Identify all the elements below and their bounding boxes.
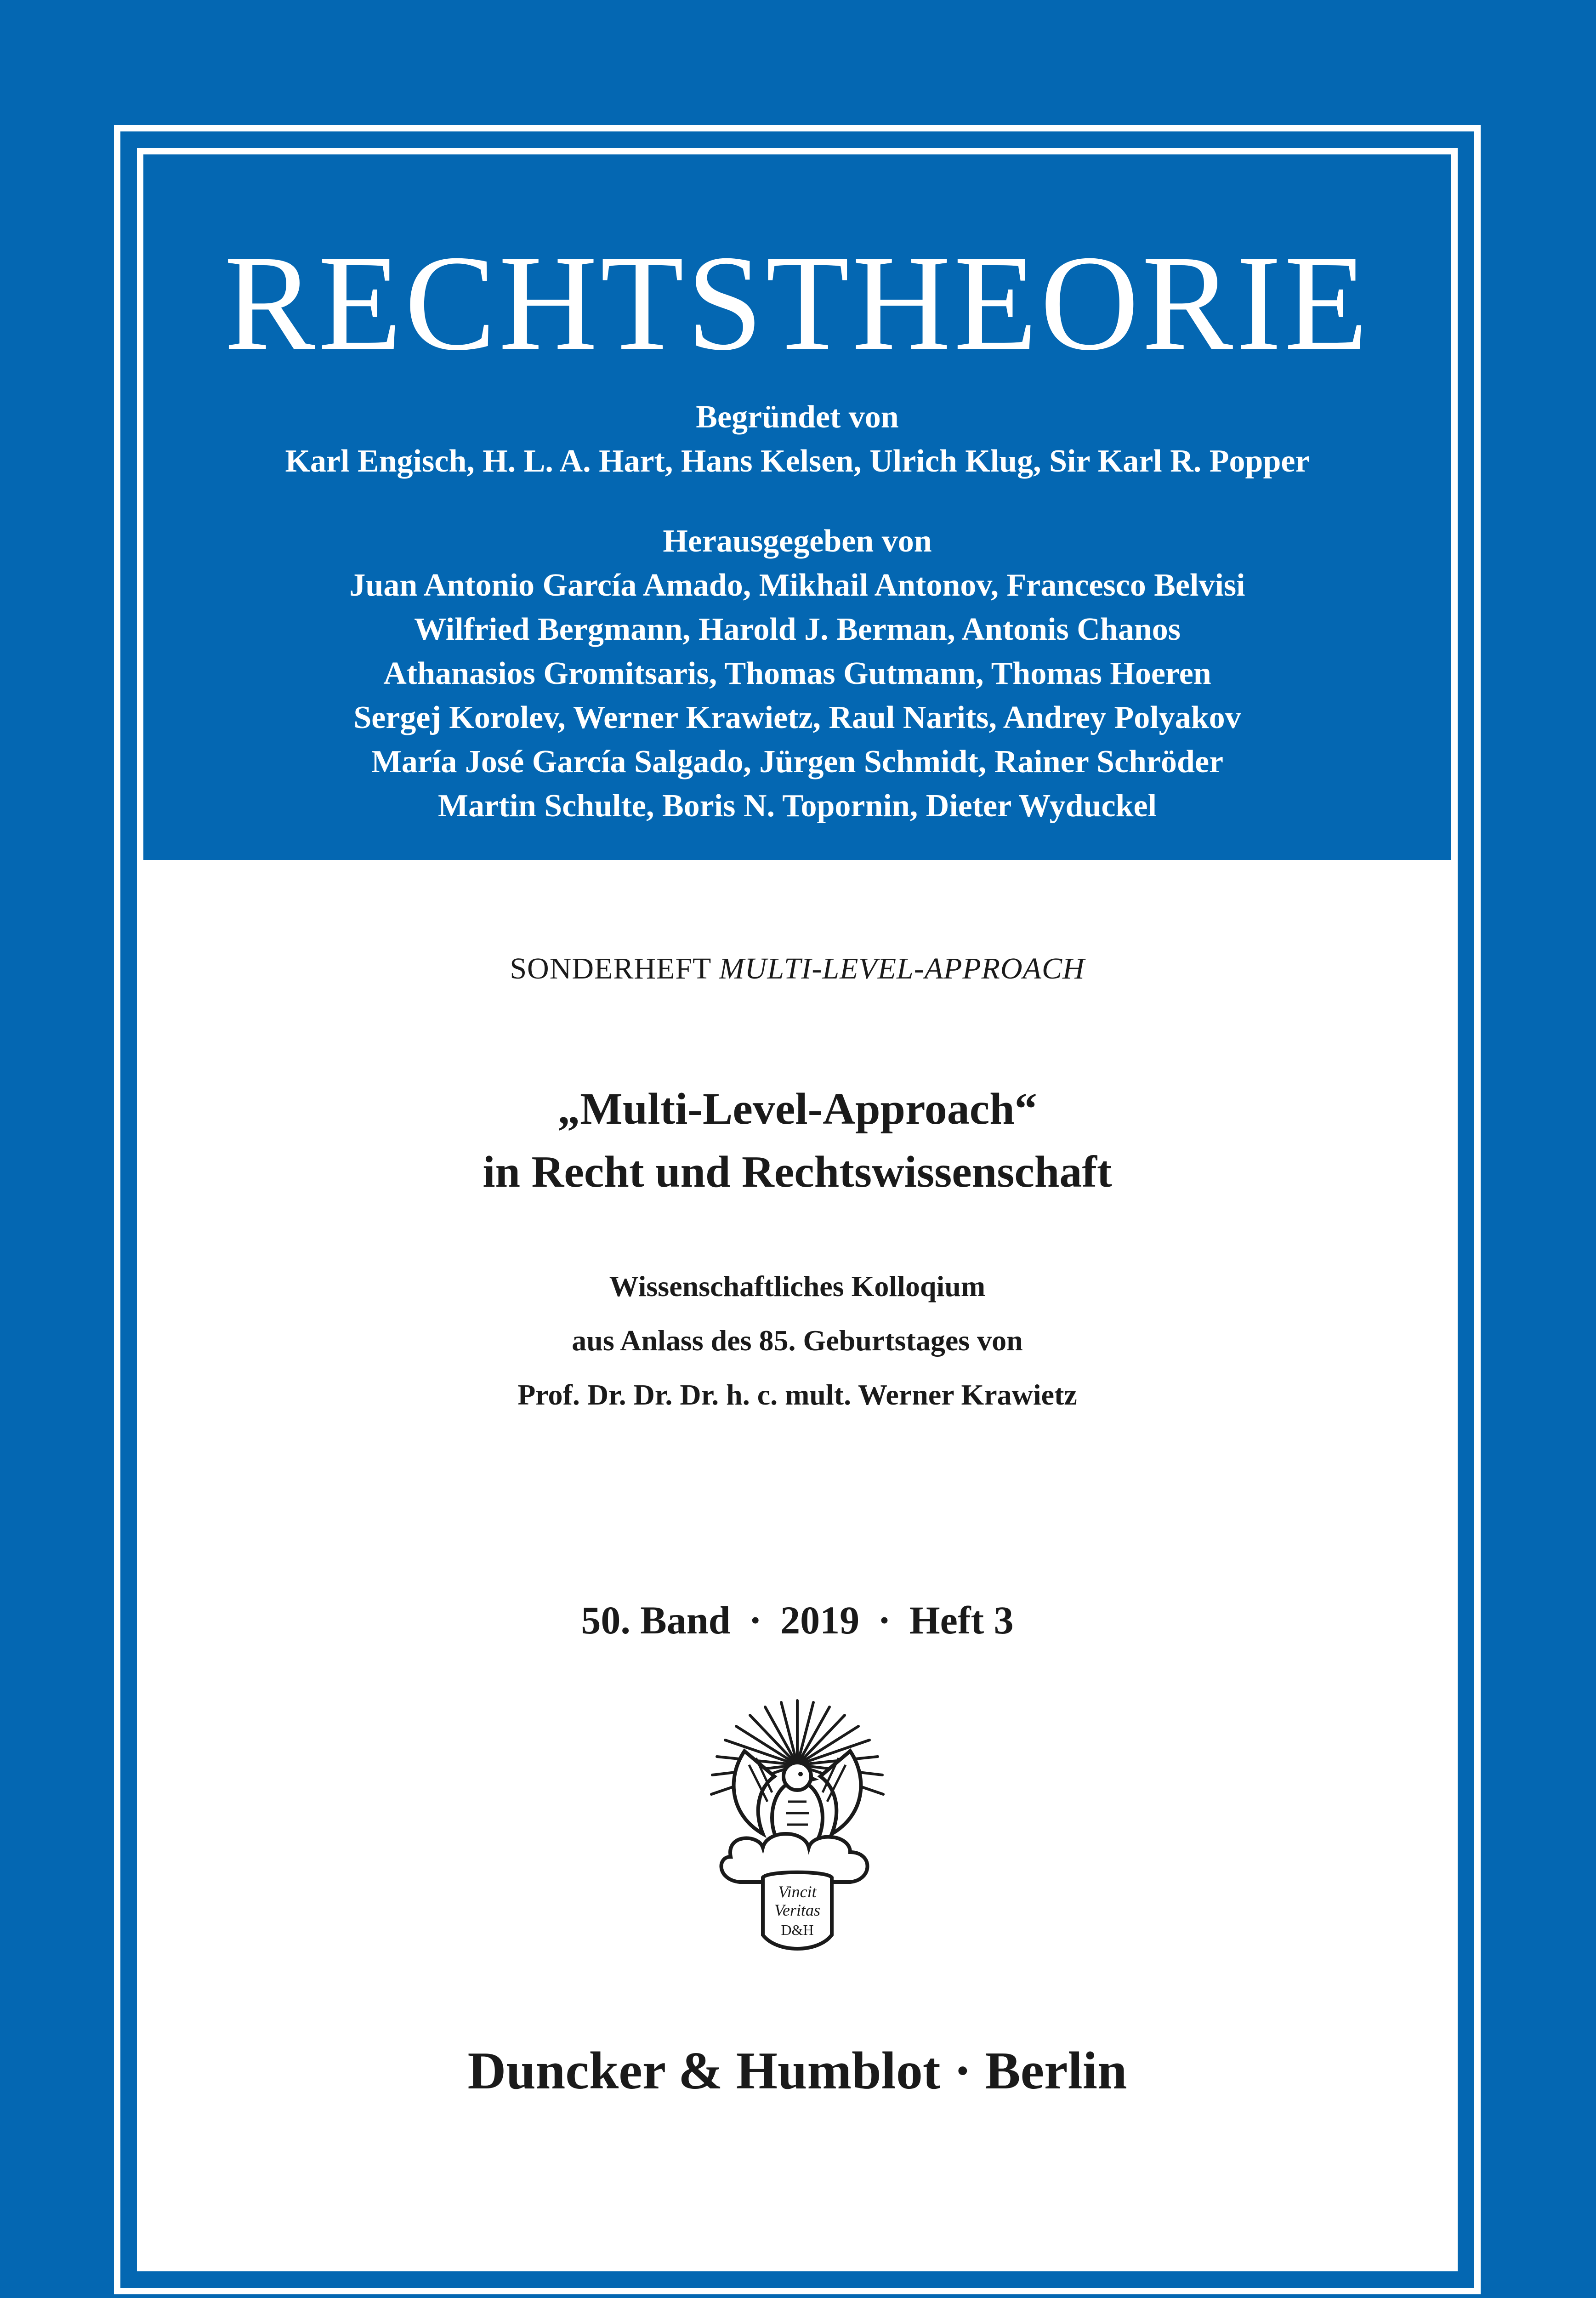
- editors-line: Sergej Korolev, Werner Krawietz, Raul Narits, Andrey Polyakov: [353, 700, 1241, 735]
- editors-line: María José García Salgado, Jürgen Schmidt, Rainer Schröder: [371, 744, 1224, 779]
- editors-heading: Herausgegeben von: [663, 523, 932, 559]
- volume-separator: ·: [749, 1598, 762, 1642]
- editors-line: Juan Antonio García Amado, Mikhail Antonov, Francesco Belvisi: [349, 568, 1245, 603]
- special-issue-line: [137, 951, 1458, 986]
- issue-title-line-2: in Recht und Rechtswissenschaft: [483, 1147, 1112, 1197]
- subtitle-line: aus Anlass des 85. Geburtstages von: [572, 1324, 1023, 1357]
- editors-line: Wilfried Bergmann, Harold J. Berman, Antonis Chanos: [414, 612, 1181, 647]
- editors-line: Martin Schulte, Boris N. Topornin, Dieter Wyduckel: [437, 788, 1157, 824]
- logo-motto-line-2: Veritas: [774, 1901, 821, 1919]
- volume-band: 50. Band: [581, 1598, 731, 1642]
- volume-separator: ·: [878, 1598, 891, 1642]
- founders-heading: Begründet von: [696, 399, 899, 435]
- subtitle-line: Wissenschaftliches Kolloqium: [609, 1270, 986, 1303]
- issue-title-line-1: „Multi-Level-Approach“: [557, 1084, 1037, 1134]
- logo-motto-line-1: Vincit: [778, 1883, 817, 1901]
- publisher-name: Duncker & Humblot · Berlin: [467, 2042, 1127, 2100]
- volume-heft: Heft 3: [909, 1598, 1014, 1642]
- issue-subtitle: [137, 1259, 1458, 1422]
- subtitle-line: Prof. Dr. Dr. Dr. h. c. mult. Werner Krawietz: [517, 1378, 1077, 1411]
- volume-year: 2019: [780, 1598, 860, 1642]
- journal-title: RECHTSTHEORIE: [224, 227, 1371, 379]
- founders-names: [137, 439, 1458, 483]
- publisher-eagle-logo: [699, 1696, 896, 1958]
- founders-line: Karl Engisch, H. L. A. Hart, Hans Kelsen, Ulrich Klug, Sir Karl R. Popper: [285, 444, 1310, 479]
- issue-title: [137, 1078, 1458, 1204]
- logo-initials: D&H: [781, 1922, 814, 1938]
- volume-info: [137, 1597, 1458, 1643]
- special-issue-label: SONDERHEFT: [510, 952, 711, 985]
- special-issue-topic: MULTI-LEVEL-APPROACH: [719, 952, 1085, 985]
- editors-list: [137, 563, 1458, 828]
- editors-line: Athanasios Gromitsaris, Thomas Gutmann, Thomas Hoeren: [383, 656, 1211, 691]
